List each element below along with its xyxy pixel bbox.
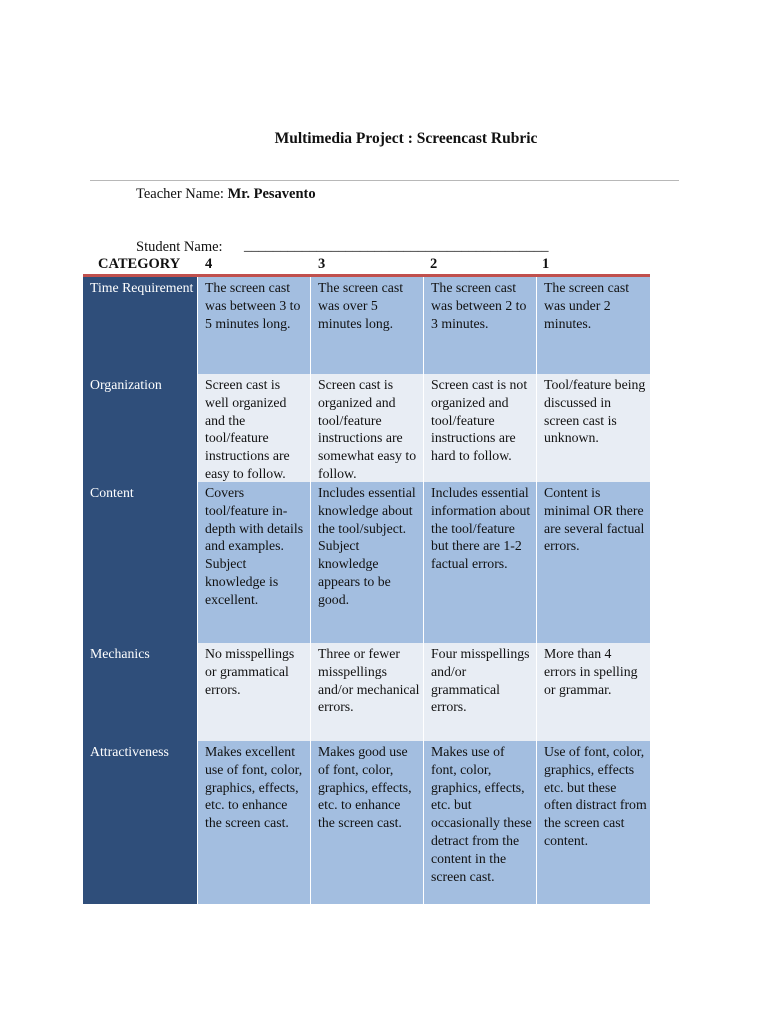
teacher-label: Teacher Name: [136, 186, 228, 202]
category-cell: Content [83, 482, 198, 643]
document-title: Multimedia Project : Screencast Rubric [274, 130, 538, 147]
category-cell: Mechanics [83, 643, 198, 741]
rubric-cell-4: Makes excellent use of font, color, graphics, effects, etc. to enhance the screen cast. [198, 741, 311, 904]
rubric-cell-4: The screen cast was between 3 to 5 minutes long. [198, 277, 311, 374]
rubric-table [83, 256, 650, 904]
rubric-cell-1: The screen cast was under 2 minutes. [537, 277, 650, 374]
rubric-cell-1: More than 4 errors in spelling or grammar. [537, 643, 650, 741]
header-score-2: 2 [430, 256, 438, 272]
rubric-cell-2: Screen cast is not organized and tool/feature instructions are hard to follow. [424, 374, 537, 482]
rubric-row-attractiveness [83, 741, 650, 904]
rubric-cell-2: The screen cast was between 2 to 3 minutes. [424, 277, 537, 374]
rubric-cell-2: Includes essential information about the tool/feature but there are 1-2 factual errors. [424, 482, 537, 643]
rubric-cell-3: Screen cast is organized and tool/feature instructions are somewhat easy to follow. [311, 374, 424, 482]
rubric-cell-1: Use of font, color, graphics, effects etc. but these often distract from the screen cast content. [537, 741, 650, 904]
teacher-name: Mr. Pesavento [227, 186, 316, 202]
rubric-cell-3: Makes good use of font, color, graphics, effects, etc. to enhance the screen cast. [311, 741, 424, 904]
rubric-row-organization [83, 374, 650, 482]
rubric-cell-3: The screen cast was over 5 minutes long. [311, 277, 424, 374]
title-divider [90, 180, 679, 181]
rubric-row-content [83, 482, 650, 643]
category-cell: Attractiveness [83, 741, 198, 904]
header-score-4: 4 [205, 256, 213, 272]
header-score-1: 1 [542, 256, 550, 272]
student-name-blank: __________________________________________ [244, 238, 549, 254]
rubric-cell-2: Makes use of font, color, graphics, effects, etc. but occasionally these detract from the content in the screen cast. [424, 741, 537, 904]
student-label: Student Name: [136, 239, 223, 255]
rubric-row-mechanics [83, 643, 650, 741]
header-score-3: 3 [318, 256, 326, 272]
category-cell: Organization [83, 374, 198, 482]
rubric-cell-4: Covers tool/feature in-depth with details and examples. Subject knowledge is excellent. [198, 482, 311, 643]
rubric-cell-3: Three or fewer misspellings and/or mechanical errors. [311, 643, 424, 741]
teacher-name-line [136, 186, 316, 203]
rubric-cell-1: Tool/feature being discussed in screen cast is unknown. [537, 374, 650, 482]
rubric-cell-3: Includes essential knowledge about the tool/subject. Subject knowledge appears to be good. [311, 482, 424, 643]
header-category: CATEGORY [98, 256, 181, 272]
rubric-cell-2: Four misspellings and/or grammatical errors. [424, 643, 537, 741]
rubric-row-time-requirement [83, 277, 650, 374]
rubric-cell-4: No misspellings or grammatical errors. [198, 643, 311, 741]
rubric-cell-1: Content is minimal OR there are several factual errors. [537, 482, 650, 643]
rubric-header-row [83, 256, 650, 274]
rubric-cell-4: Screen cast is well organized and the tool/feature instructions are easy to follow. [198, 374, 311, 482]
category-cell: Time Requirement [83, 277, 198, 374]
